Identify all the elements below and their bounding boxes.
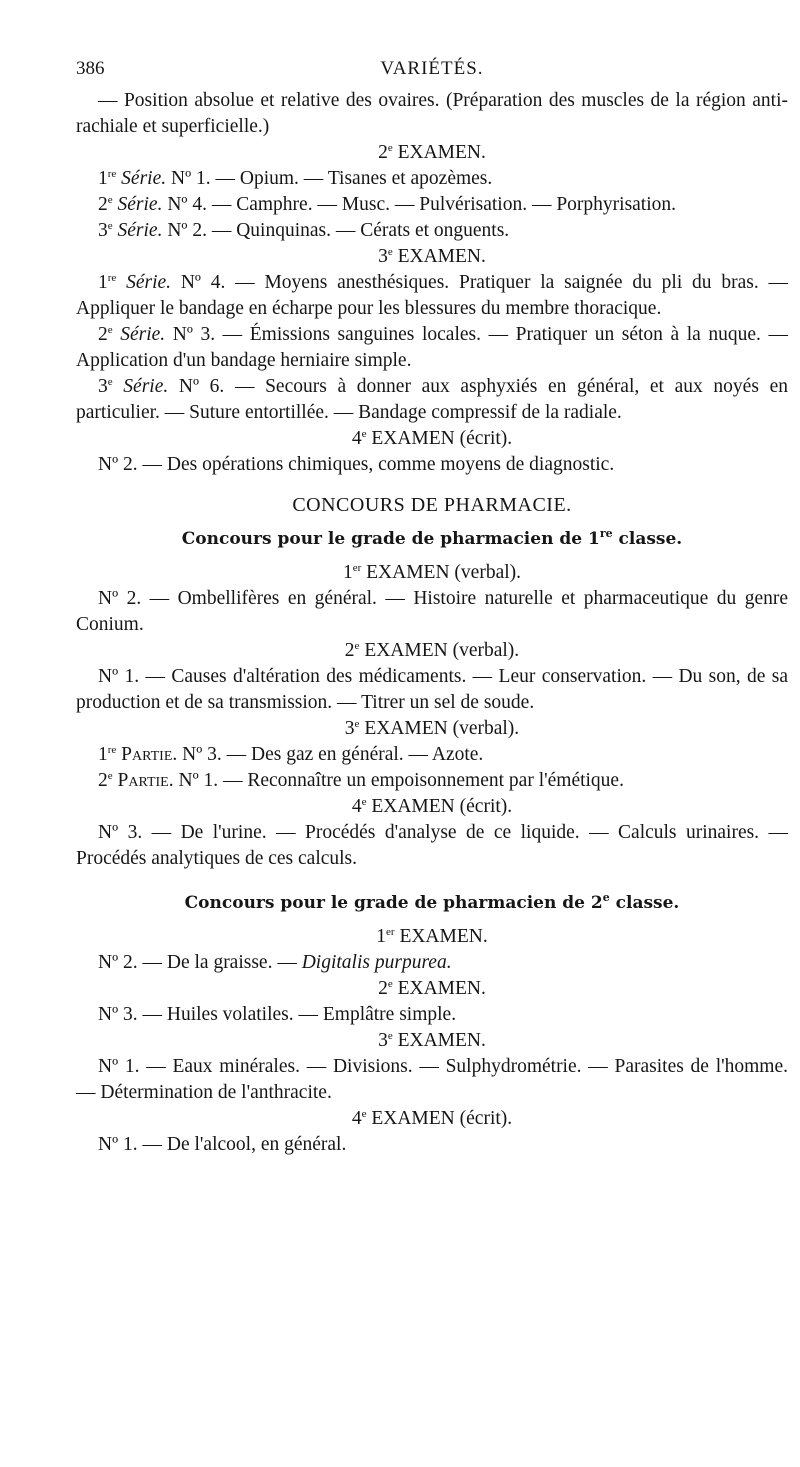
- second-class-exam-heading-2: 2e EXAMEN.: [378, 978, 486, 999]
- running-title: VARIÉTÉS.: [380, 58, 484, 79]
- exam-heading-4: 4e EXAMEN (écrit).: [351, 428, 513, 449]
- second-class-exam-heading-1: 1er EXAMEN.: [376, 926, 488, 947]
- second-class-question-1: Nº 2. — De la graisse. — Digitalis purpurea.: [98, 952, 452, 973]
- partie-2-line: 2e Partie. Nº 1. — Reconnaître un empoisonnement par l'émétique.: [98, 770, 624, 791]
- pharma-question-2: Nº 1. — Causes d'altération des médicaments. — Leur conservation. — Du son, de sa production et de sa transmission. — Titrer un sel de soude.: [76, 666, 788, 713]
- subsection-title-first-class: Concours pour le grade de pharmacien de 1re classe.: [181, 527, 683, 549]
- second-class-question-4: Nº 1. — De l'alcool, en général.: [98, 1134, 347, 1155]
- serie-3-practice: 3e Série. Nº 6. — Secours à donner aux asphyxiés en général, et aux noyés en particulier. — Suture entortillée. — Bandage compressif de la radiale.: [76, 376, 788, 423]
- serie-3-line: 3e Série. Nº 2. — Quinquinas. — Cérats et onguents.: [98, 220, 510, 241]
- serie-2-practice: 2e Série. Nº 3. — Émissions sanguines locales. — Pratiquer un séton à la nuque. — Application d'un bandage herniaire simple.: [76, 324, 789, 371]
- second-class-exam-heading-3: 3e EXAMEN.: [378, 1030, 486, 1051]
- second-class-question-2: Nº 3. — Huiles volatiles. — Emplâtre simple.: [98, 1004, 457, 1025]
- serie-1-line: 1re Série. Nº 1. — Opium. — Tisanes et apozèmes.: [98, 168, 493, 189]
- pharma-exam-heading-4: 4e EXAMEN (écrit).: [351, 796, 513, 817]
- pharma-exam-heading-2: 2e EXAMEN (verbal).: [344, 640, 520, 661]
- serie-2-line: 2e Série. Nº 4. — Camphre. — Musc. — Pulvérisation. — Porphyrisation.: [98, 194, 677, 215]
- page-number: 386: [76, 58, 105, 79]
- partie-1-line: 1re Partie. Nº 3. — Des gaz en général. — Azote.: [98, 744, 484, 765]
- page-header: [76, 58, 788, 88]
- page: [76, 58, 788, 1158]
- exam-heading-2: 2e EXAMEN.: [378, 142, 486, 163]
- pharma-question-1: Nº 2. — Ombellifères en général. — Histoire naturelle et pharmaceutique du genre Conium.: [76, 588, 788, 635]
- serie-1-practice: 1re Série. Nº 4. — Moyens anesthésiques. Pratiquer la saignée du pli du bras. — Appliquer le bandage en écharpe pour les blessures du membre thoracique.: [76, 272, 788, 319]
- exam-heading-3: 3e EXAMEN.: [378, 246, 486, 267]
- pharma-exam-heading-1: 1er EXAMEN (verbal).: [342, 562, 522, 583]
- second-class-question-3: Nº 1. — Eaux minérales. — Divisions. — Sulphydrométrie. — Parasites de l'homme. — Détermination de l'anthracite.: [76, 1056, 788, 1103]
- section-title: CONCOURS DE PHARMACIE.: [292, 494, 572, 516]
- pharma-question-4: Nº 3. — De l'urine. — Procédés d'analyse de ce liquide. — Calculs urinaires. — Procédés analytiques de ces calculs.: [76, 822, 788, 869]
- subsection-title-second-class: Concours pour le grade de pharmacien de 2e classe.: [184, 891, 680, 913]
- written-exam-question: Nº 2. — Des opérations chimiques, comme moyens de diagnostic.: [98, 454, 615, 475]
- pharma-exam-heading-3: 3e EXAMEN (verbal).: [344, 718, 520, 739]
- second-class-exam-heading-4: 4e EXAMEN (écrit).: [351, 1108, 513, 1129]
- paragraph-ovaires: — Position absolue et relative des ovaires. (Préparation des muscles de la région anti-rachiale et superficielle.): [76, 90, 788, 137]
